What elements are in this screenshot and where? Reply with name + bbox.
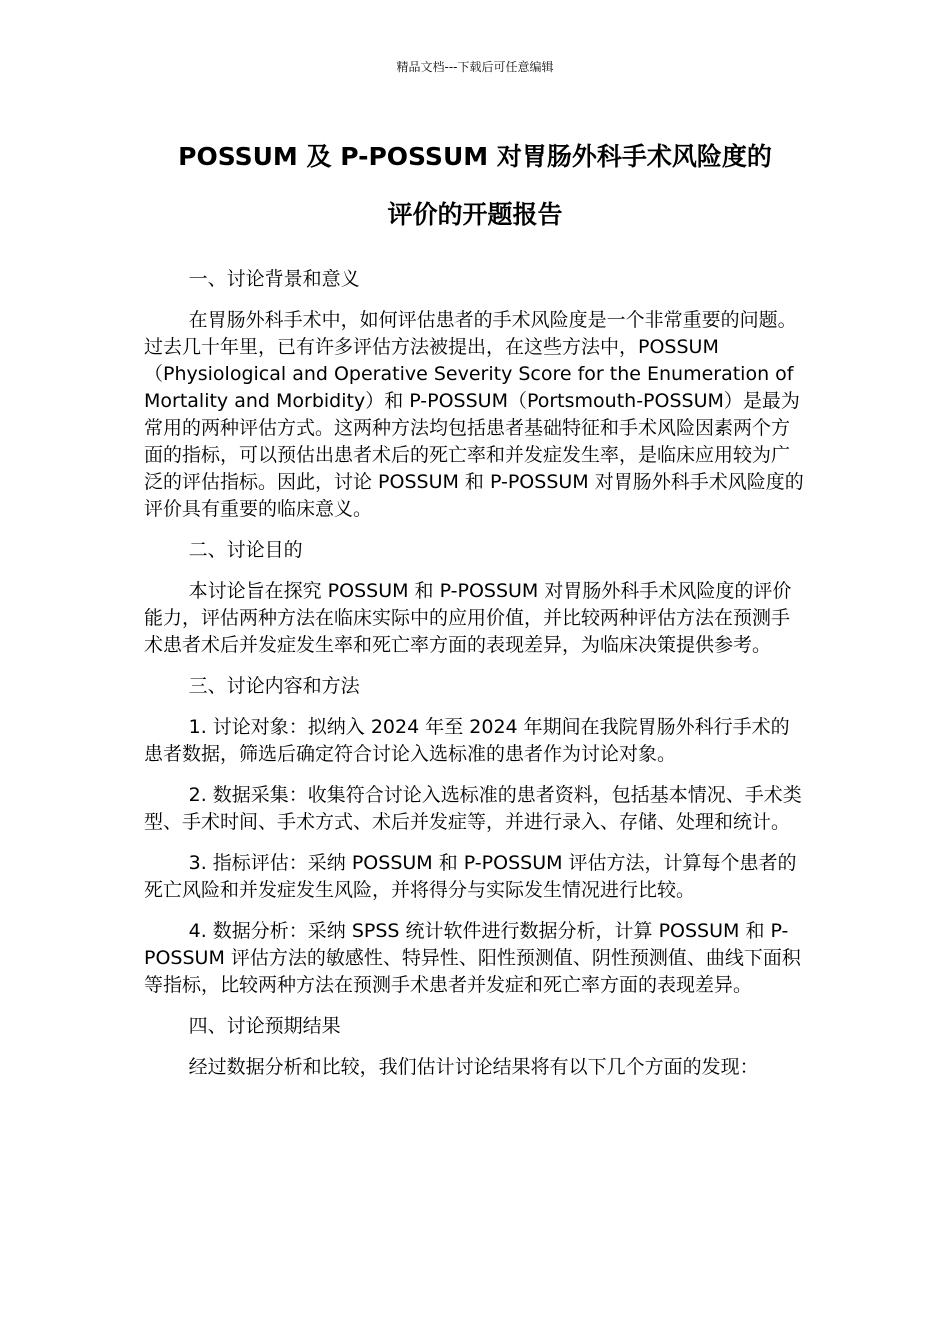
- paragraph: 2. 数据采集：收集符合讨论入选标准的患者资料，包括基本情况、手术类型、手术时间、手术方式、术后并发症等，并进行录入、存储、处理和统计。: [144, 784, 802, 833]
- title-line-1: POSSUM 及 P-POSSUM 对胃肠外科手术风险度的: [178, 142, 772, 171]
- document-body: [144, 266, 806, 1095]
- section-heading: 三、讨论内容和方法: [188, 675, 360, 697]
- header-note: 精品文档---下载后可任意编辑: [396, 60, 554, 74]
- paragraph: 4. 数据分析：采纳 SPSS 统计软件进行数据分析，计算 POSSUM 和 P-POSSUM 评估方法的敏感性、特异性、阳性预测值、阴性预测值、曲线下面积等指标，比较两种方法在预测手术患者并发症和死亡率方面的表现差异。: [144, 920, 801, 996]
- paragraph: 经过数据分析和比较，我们估计讨论结果将有以下几个方面的发现：: [188, 1056, 759, 1078]
- paragraph: 在胃肠外科手术中，如何评估患者的手术风险度是一个非常重要的问题。过去几十年里，已有许多评估方法被提出，在这些方法中，POSSUM（Physiological and Operative Severity Score for the Enumeration of Mortality and Morbidity）和 P-POSSUM（Portsmouth-POSSUM）是最为常用的两种评估方式。这两种方法均包括患者基础特征和手术风险因素两个方面的指标，可以预估出患者术后的死亡率和并发症发生率，是临床应用较为广泛的评估指标。因此，讨论 POSSUM 和 P-POSSUM 对胃肠外科手术风险度的评价具有重要的临床意义。: [144, 309, 804, 520]
- section-heading: 二、讨论目的: [188, 539, 303, 561]
- section-heading: 四、讨论预期结果: [188, 1015, 341, 1037]
- title-line-2: 评价的开题报告: [387, 200, 563, 229]
- paragraph: 1. 讨论对象：拟纳入 2024 年至 2024 年期间在我院胃肠外科行手术的患者数据，筛选后确定符合讨论入选标准的患者作为讨论对象。: [144, 716, 790, 765]
- paragraph: 3. 指标评估：采纳 POSSUM 和 P-POSSUM 评估方法，计算每个患者的死亡风险和并发症发生风险，并将得分与实际发生情况进行比较。: [144, 852, 797, 901]
- section-heading: 一、讨论背景和意义: [188, 268, 360, 290]
- document-title: [100, 128, 850, 244]
- paragraph: 本讨论旨在探究 POSSUM 和 P-POSSUM 对胃肠外科手术风险度的评价能力，评估两种方法在临床实际中的应用价值，并比较两种评估方法在预测手术患者术后并发症发生率和死亡率方面的表现差异，为临床决策提供参考。: [144, 580, 792, 656]
